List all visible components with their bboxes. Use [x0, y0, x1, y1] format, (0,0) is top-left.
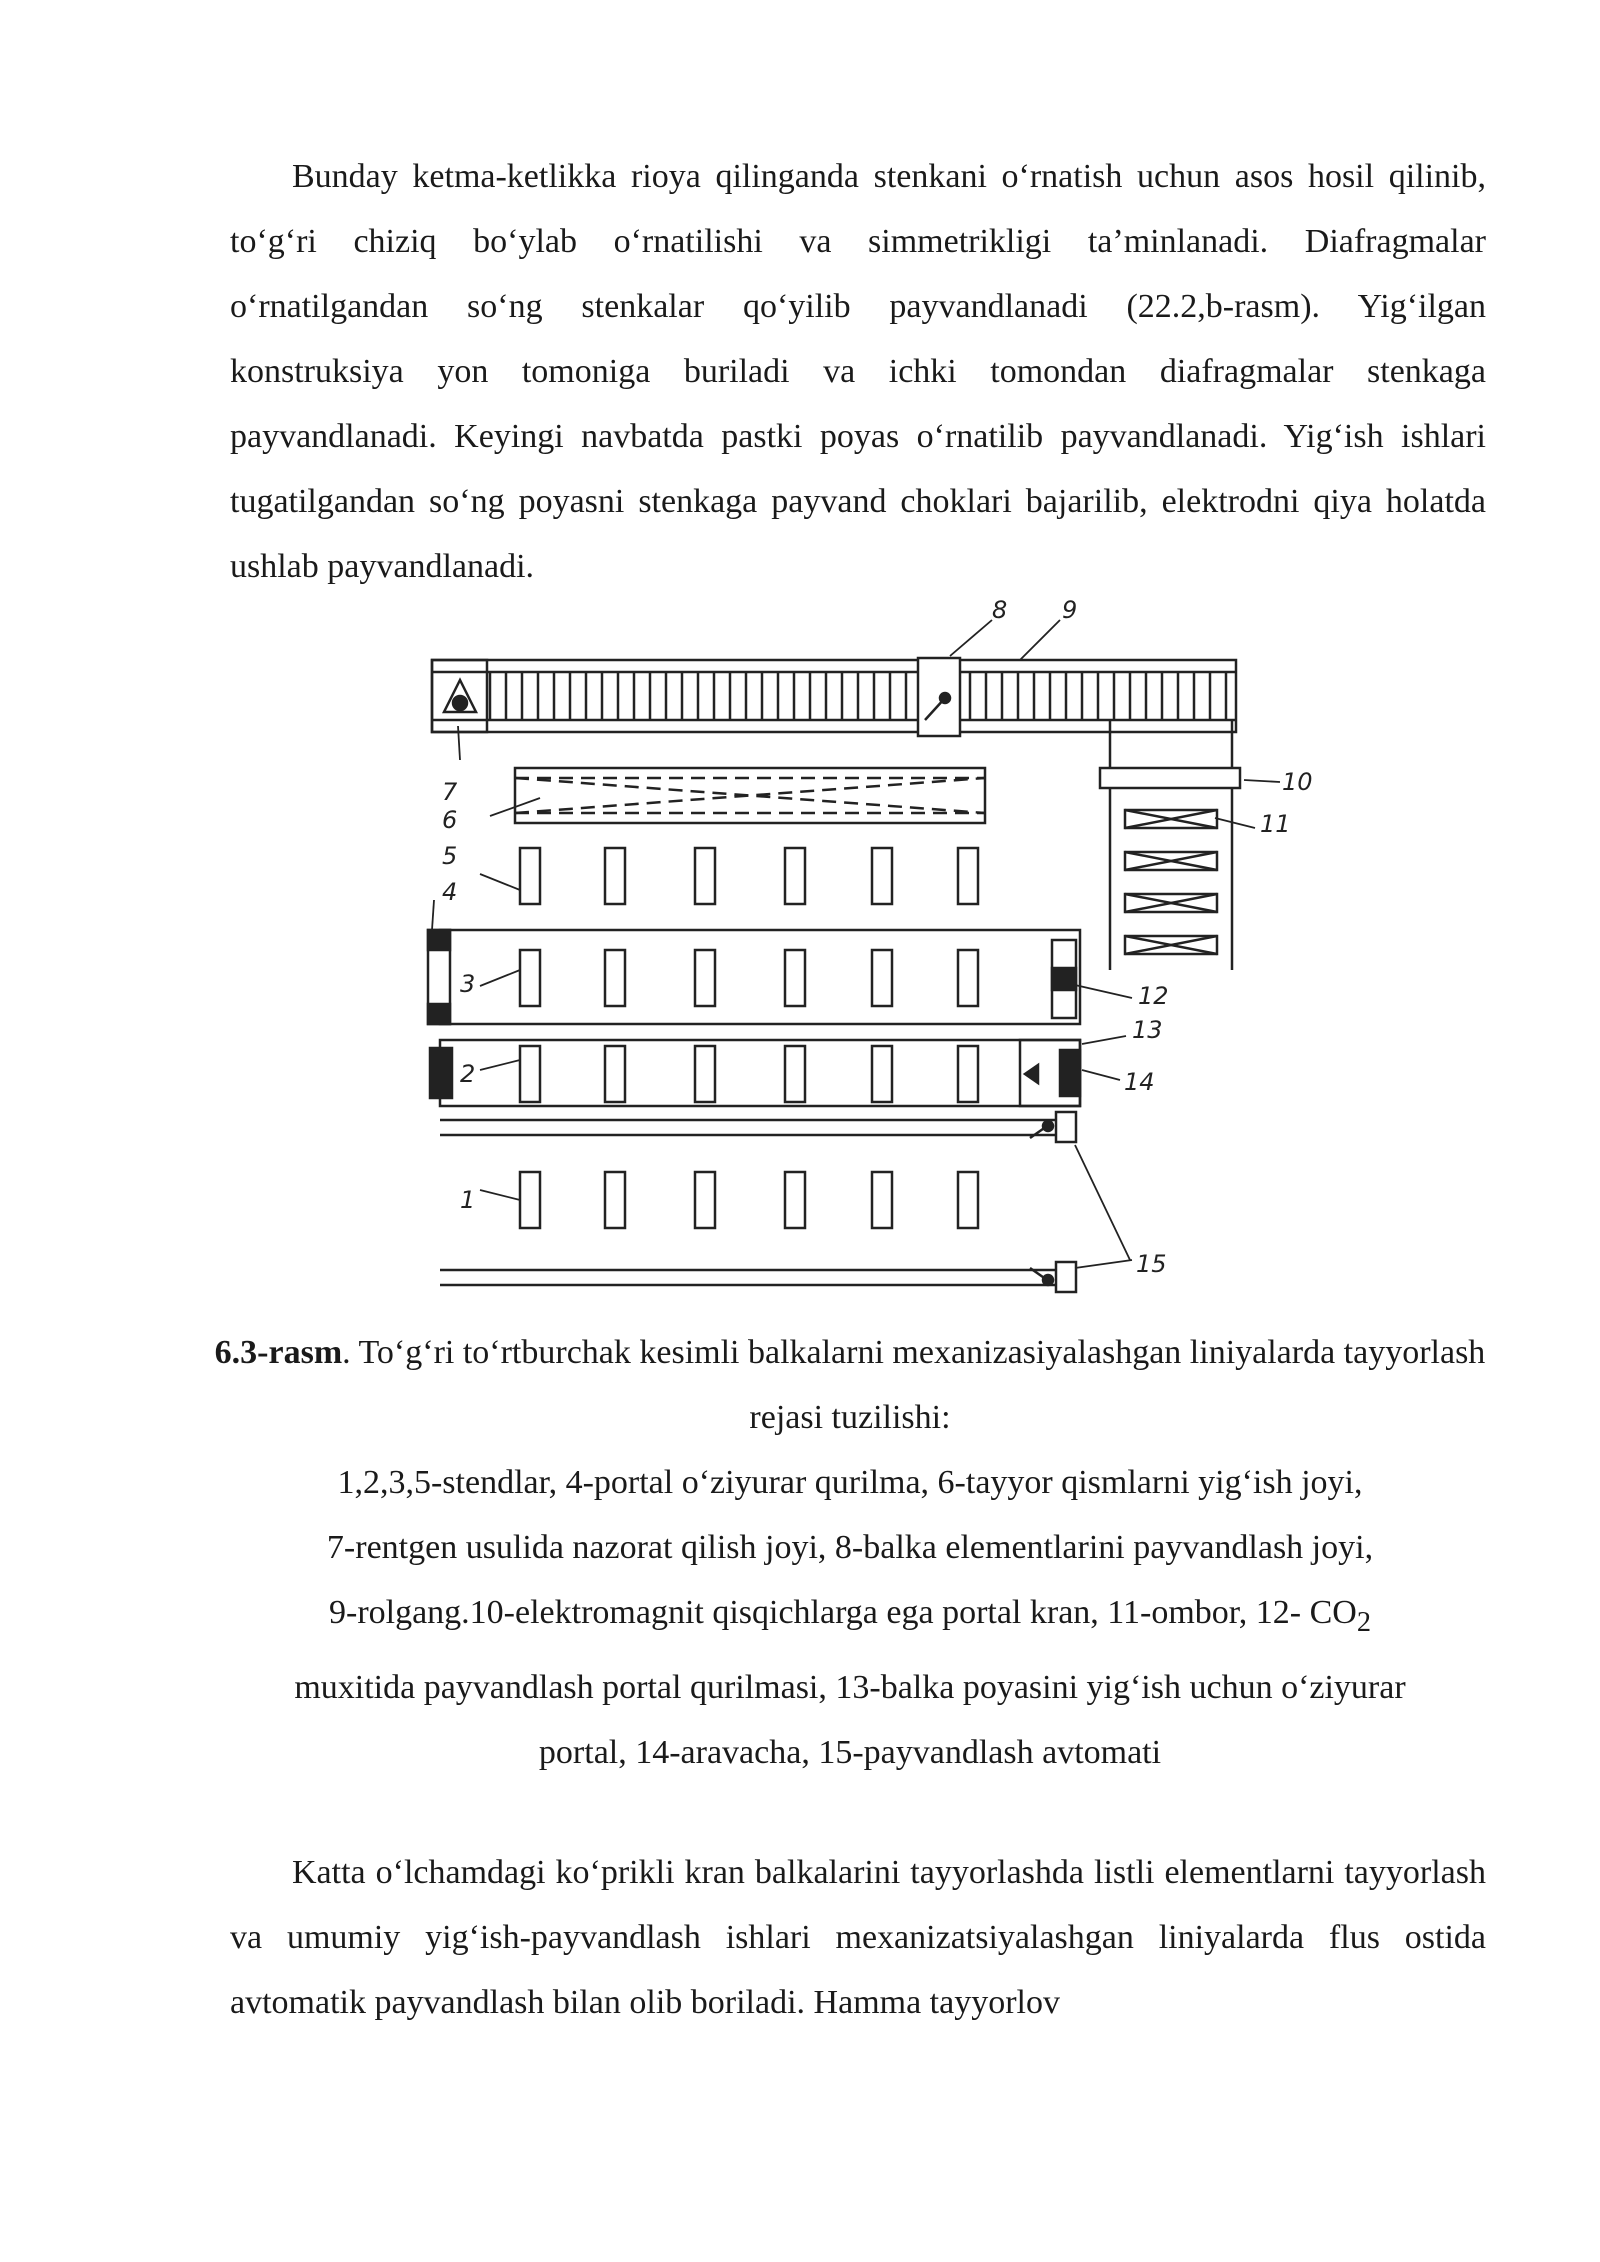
stand-1-block [872, 1172, 892, 1228]
figure-label-3: 3 [460, 970, 476, 998]
figure-label-7: 7 [442, 778, 458, 806]
stand-5-block [605, 848, 625, 904]
stand-2-block [872, 1046, 892, 1102]
stand-5-block [695, 848, 715, 904]
stand-1-block [958, 1172, 978, 1228]
stand-3-block [872, 950, 892, 1006]
welding-auto-dot [1043, 1121, 1053, 1131]
caption-line-3-text: 9-rolgang.10-elektromagnit qisqichlarga ega portal kran, 11-ombor, 12- CO [329, 1594, 1357, 1631]
leader-line [432, 900, 434, 930]
caption-line-4: muxitida payvandlash portal qurilmasi, 13-balka poyasini yig‘ish uchun o‘ziyurar [294, 1668, 1406, 1706]
figure-label-5: 5 [442, 842, 458, 870]
leader-line [1020, 620, 1060, 660]
figure-caption [200, 1320, 1500, 1785]
radiation-dot [453, 696, 467, 710]
caption-title-line [200, 1320, 1500, 1450]
caption-line-5: portal, 14-aravacha, 15-payvandlash avtomati [538, 1733, 1162, 1771]
stand-3-block [958, 950, 978, 1006]
stand-2-block [695, 1046, 715, 1102]
welding-auto-top [1056, 1112, 1076, 1142]
stand-3-block [785, 950, 805, 1006]
leader-line [1244, 780, 1280, 782]
paragraph-bottom: Katta o‘lchamdagi ko‘prikli kran balkalarini tayyorlashda listli elementlarni tayyorlash va umumiy yig‘ish-payvandlash ishlari mexanizatsiyalashgan liniyalarda flus ostida avtomatik payvandlash bilan olib boriladi. Hamma tayyorlov [230, 1854, 1486, 2021]
figure-label-15: 15 [1136, 1250, 1167, 1278]
leader-line [480, 1190, 520, 1200]
stand-5-block [785, 848, 805, 904]
stand-2-block [520, 1046, 540, 1102]
stand-3 [440, 930, 1080, 1024]
leader-line [1082, 1070, 1120, 1080]
welding-auto-dot [1043, 1275, 1053, 1285]
leader-line [1215, 818, 1255, 828]
figure-label-1: 1 [460, 1186, 476, 1214]
stand-5-block [520, 848, 540, 904]
stand-5-block [958, 848, 978, 904]
figure-label-2: 2 [460, 1060, 476, 1088]
stand-1-block [605, 1172, 625, 1228]
leader-line [1075, 985, 1132, 998]
portal-4-top [428, 930, 450, 950]
carriage-14 [1060, 1050, 1080, 1096]
leader-line [480, 874, 520, 890]
figure-label-4: 4 [442, 878, 458, 906]
stand-5-block [872, 848, 892, 904]
leader-line [480, 970, 520, 986]
figure-label-12: 12 [1138, 982, 1169, 1010]
welding-dot [940, 693, 950, 703]
caption-line-2: 7-rentgen usulida nazorat qilish joyi, 8-balka elementlarini payvandlash joyi, [326, 1529, 1374, 1566]
welding-auto-bottom [1056, 1262, 1076, 1292]
caption-line-1: 1,2,3,5-stendlar, 4-portal o‘ziyurar qurilma, 6-tayyor qismlarni yig‘ish joyi, [337, 1464, 1363, 1501]
caption-line-3 [200, 1580, 1500, 1655]
caption-title: . To‘g‘ri to‘rtburchak kesimli balkalarni mexanizasiyalashgan liniyalarda tayyorlash rejasi tuzilishi: [342, 1334, 1486, 1436]
stand-1-block [785, 1172, 805, 1228]
figure-label-13: 13 [1132, 1016, 1163, 1044]
leader-line [1082, 1036, 1126, 1044]
portal-crane [1100, 768, 1240, 788]
stand-1-block [520, 1172, 540, 1228]
stand-2-block [785, 1046, 805, 1102]
figure-label-10: 10 [1282, 768, 1313, 796]
portal-4-bottom [428, 1004, 450, 1024]
figure-label-8: 8 [992, 596, 1008, 624]
stand-1-block [695, 1172, 715, 1228]
leader-line [480, 1060, 520, 1070]
layout-diagram [420, 596, 1313, 1300]
figure-label-14: 14 [1124, 1068, 1155, 1096]
caption-line-3-sub: 2 [1356, 1606, 1371, 1638]
stand-3-block [695, 950, 715, 1006]
figure-label-11: 11 [1260, 810, 1291, 838]
leader-line [950, 620, 992, 656]
stand-2 [440, 1040, 1080, 1106]
figure-label-9: 9 [1062, 596, 1078, 624]
assembly-area [515, 768, 985, 823]
caption-number: 6.3-rasm [214, 1334, 343, 1371]
leader-line [1075, 1145, 1130, 1260]
stand-3-block [605, 950, 625, 1006]
portal-13-arrow [1025, 1065, 1038, 1083]
figure-label-6: 6 [442, 806, 458, 834]
stand-2-end [430, 1048, 452, 1098]
paragraph-top: Bunday ketma-ketlikka rioya qilinganda stenkani o‘rnatish uchun asos hosil qilinib, to‘g‘ri chiziq bo‘ylab o‘rnatilishi va simmetrikligi ta’minlanadi. Diafragmalar o‘rnatilgandan so‘ng stenkalar qo‘yilib payvandlanadi (22.2,b-rasm). Yig‘ilgan konstruksiya yon tomoniga buriladi va ichki tomondan diafragmalar stenkaga payvandlanadi. Keyingi navbatda pastki poyas o‘rnatilib payvandlanadi. Yig‘ish ishlari tugatilgandan so‘ng poyasni stenkaga payvand choklari bajarilib, elektrodni qiya holatda ushlab payvandlanadi. [230, 158, 1486, 585]
stand-2-block [958, 1046, 978, 1102]
portal-12-band [1052, 968, 1076, 990]
stand-2-block [605, 1046, 625, 1102]
stand-3-block [520, 950, 540, 1006]
leader-line [1075, 1260, 1132, 1268]
